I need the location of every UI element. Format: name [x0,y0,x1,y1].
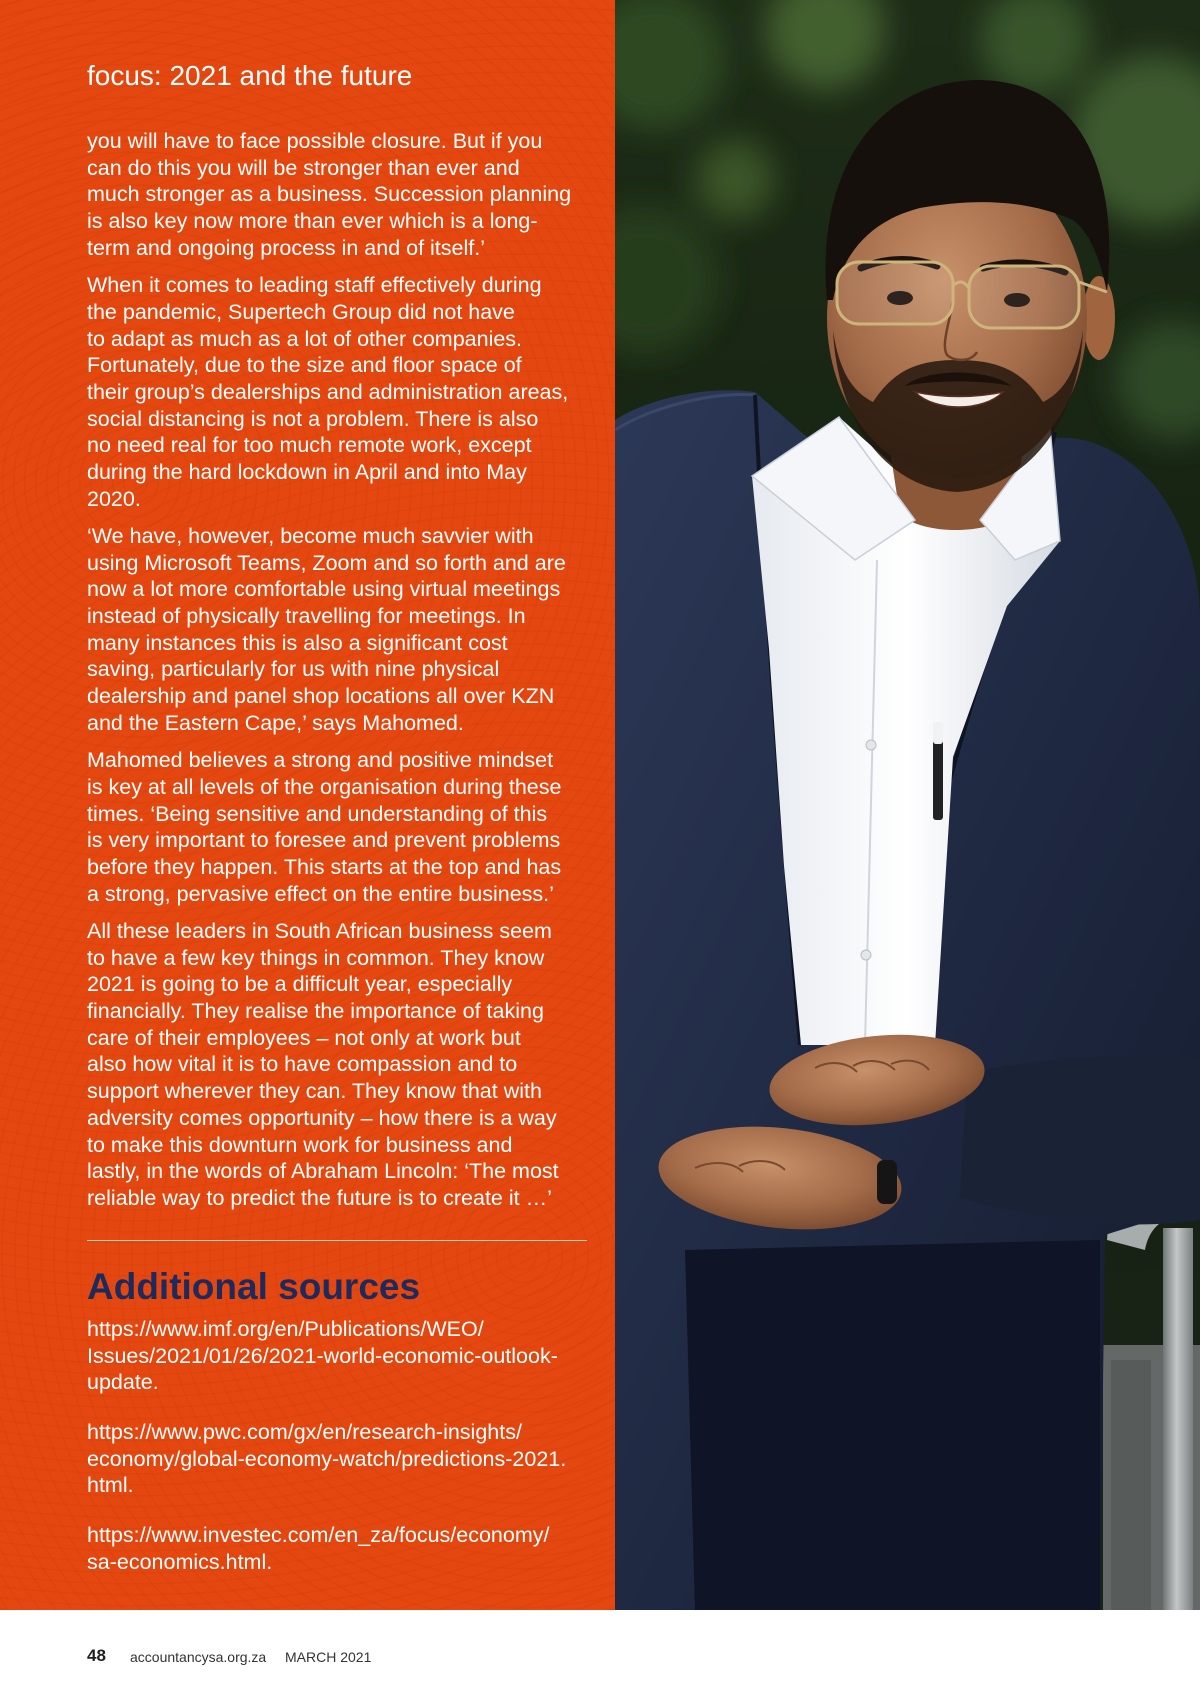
section-divider [87,1240,587,1241]
section-title: focus: 2021 and the future [87,60,413,91]
sources-list [87,1316,602,1599]
paragraph-line: saving, particularly for us with nine physical [87,657,500,682]
source-link[interactable] [87,1419,602,1499]
paragraph-line: 2021 is going to be a difficult year, especially [87,972,513,997]
article-paragraph [87,523,602,737]
paragraph-line: a strong, pervasive effect on the entire business.’ [87,881,554,906]
source-link-line: economy/global-economy-watch/predictions-2021. [87,1446,567,1471]
paragraph-line: support wherever they can. They know that with [87,1079,542,1104]
source-link-line: html. [87,1473,134,1498]
issue-date: MARCH 2021 [285,1649,372,1665]
portrait-illustration [615,0,1200,1610]
paragraph-line: during the hard lockdown in April and into May [87,459,527,484]
paragraph-line: reliable way to predict the future is to create it …’ [87,1185,552,1210]
paragraph-line: lastly, in the words of Abraham Lincoln: ‘The most [87,1159,559,1184]
paragraph-line: many instances this is also a significant cost [87,630,508,655]
paragraph-line: to adapt as much as a lot of other companies. [87,326,523,351]
paragraph-line: 2020. [87,486,141,511]
paragraph-line: to make this downturn work for business and [87,1132,513,1157]
sources-heading: Additional sources [87,1266,421,1307]
source-link-line: https://www.investec.com/en_za/focus/economy/ [87,1523,550,1548]
paragraph-line: the pandemic, Supertech Group did not have [87,299,515,324]
paragraph-line: can do this you will be stronger than ever and [87,155,520,180]
jacket-sleeve [960,1056,1200,1225]
paragraph-line: ‘We have, however, become much savvier with [87,524,534,548]
article-paragraph [87,918,602,1212]
article-paragraph [87,128,602,261]
paragraph-line: is also key now more than ever which is a long- [87,209,538,234]
paragraph-line: to have a few key things in common. They know [87,945,545,970]
paragraph-line: social distancing is not a problem. There is also [87,406,539,431]
portrait-photo [615,0,1200,1610]
paragraph-line: term and ongoing process in and of itself.’ [87,235,485,260]
article-paragraph [87,747,602,907]
paragraph-line: instead of physically travelling for meetings. In [87,604,526,629]
source-link-line: Issues/2021/01/26/2021-world-economic-outlook- [87,1343,558,1368]
source-link-line: update. [87,1370,159,1395]
paragraph-line: When it comes to leading staff effectively during [87,273,542,298]
paragraph-line: no need real for too much remote work, except [87,433,532,458]
paragraph-line: their group’s dealerships and administration areas, [87,379,569,404]
paragraph-line: Fortunately, due to the size and floor space of [87,353,522,378]
paragraph-line: much stronger as a business. Succession planning [87,182,572,207]
source-link-line: sa-economics.html. [87,1549,273,1574]
source-link[interactable] [87,1316,602,1396]
article-paragraph [87,272,602,512]
page-number: 48 [87,1646,106,1665]
paragraph-line: times. ‘Being sensitive and understanding of this [87,801,548,826]
source-link[interactable] [87,1522,602,1575]
paragraph-line: All these leaders in South African business seem [87,919,552,943]
paragraph-line: is key at all levels of the organisation during these [87,774,562,799]
paragraph-line: Mahomed believes a strong and positive mindset [87,748,554,773]
paragraph-line: dealership and panel shop locations all over KZN [87,684,555,709]
page-footer [0,1610,1200,1696]
paragraph-line: now a lot more comfortable using virtual meetings [87,577,561,602]
paragraph-line: before they happen. This starts at the top and has [87,854,562,879]
source-link-line: https://www.pwc.com/gx/en/research-insights/ [87,1420,522,1445]
paragraph-line: adversity comes opportunity – how there is a way [87,1105,557,1130]
metal-railing [1103,1165,1200,1610]
paragraph-line: and the Eastern Cape,’ says Mahomed. [87,710,464,735]
paragraph-line: financially. They realise the importance of taking [87,999,544,1024]
trousers [685,1240,1100,1610]
source-link-line: https://www.imf.org/en/Publications/WEO/ [87,1317,484,1341]
paragraph-line: is very important to foresee and prevent problems [87,828,561,853]
article-body [87,128,602,1222]
paragraph-line: you will have to face possible closure. But if you [87,129,543,153]
paragraph-line: care of their employees – not only at work but [87,1025,521,1050]
paragraph-line: using Microsoft Teams, Zoom and so forth and are [87,550,566,575]
wristwatch [877,1160,897,1204]
website-url: accountancysa.org.za [130,1649,267,1665]
article-panel [0,0,615,1610]
paragraph-line: also how vital it is to have compassion and to [87,1052,518,1077]
